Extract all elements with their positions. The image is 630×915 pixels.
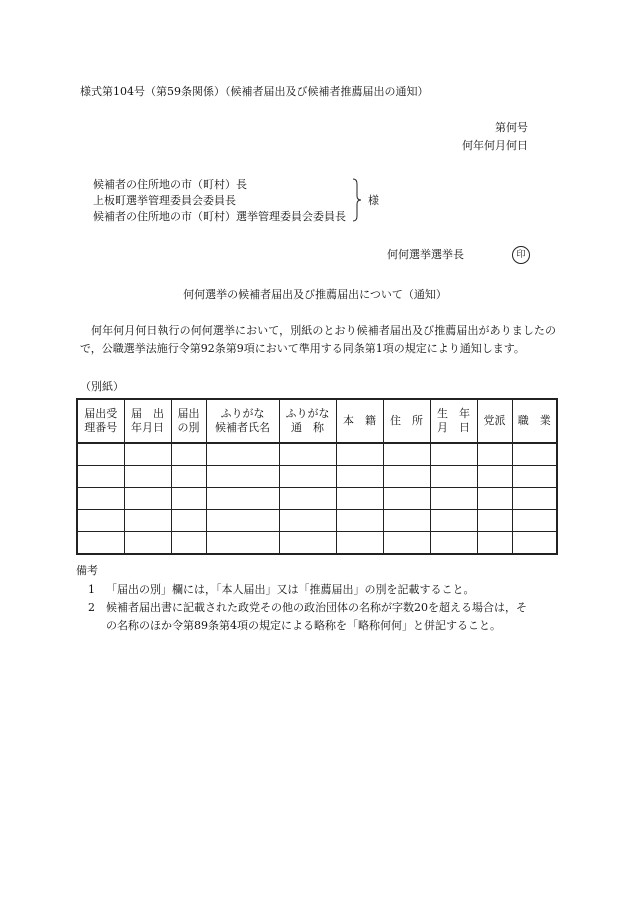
note-text: 候補者届出書に記載された政党その他の政治団体の名称が字数20を超える場合は，そ xyxy=(106,601,527,614)
note-number: 2 xyxy=(88,601,95,614)
note-text-continued: の名称のほか令第89条第4項の規定による略称を「略称何何」と併記すること。 xyxy=(106,619,501,632)
table-row xyxy=(77,443,557,466)
header-filing-type: 届出 の別 xyxy=(171,399,206,443)
body-text: 何年何月何日執行の何何選挙において，別紙のとおり候補者届出及び推薦届出がありましたので，公職選挙法施行令第92条第9項において準用する同条第1項の規定により通知します。 xyxy=(80,324,556,355)
form-header: 様式第104号（第59条関係）（候補者届出及び候補者推薦届出の通知） xyxy=(80,85,429,98)
table-row xyxy=(77,488,557,510)
header-receipt-number: 届出受 理番号 xyxy=(77,399,124,443)
header-filing-date: 届 出 年月日 xyxy=(124,399,171,443)
brace-icon xyxy=(352,178,362,222)
notes-heading: 備考 xyxy=(76,564,98,577)
note-item xyxy=(88,599,558,617)
addressee-3: 候補者の住所地の市（町村）選挙管理委員会委員長 xyxy=(93,210,346,223)
honorific: 様 xyxy=(368,194,379,207)
note-item xyxy=(88,581,475,599)
document-number: 第何号 xyxy=(495,121,528,134)
addressee-2: 上板町選挙管理委員会委員長 xyxy=(93,194,236,207)
sender: 何何選挙選挙長 xyxy=(387,248,464,261)
header-address: 住 所 xyxy=(383,399,430,443)
note-number: 1 xyxy=(88,583,95,596)
table-row xyxy=(77,510,557,532)
header-party: 党派 xyxy=(477,399,512,443)
table-header-row xyxy=(77,399,557,443)
table-row xyxy=(77,532,557,555)
header-occupation: 職 業 xyxy=(512,399,557,443)
header-domicile: 本 籍 xyxy=(336,399,383,443)
note-text: 「届出の別」欄には，「本人届出」又は「推薦届出」の別を記載すること。 xyxy=(106,583,475,596)
document-title: 何何選挙の候補者届出及び推薦届出について（通知） xyxy=(183,288,447,301)
header-birthdate: 生 年 月 日 xyxy=(430,399,477,443)
header-common-name: ふりがな 通 称 xyxy=(279,399,336,443)
seal-icon: 印 xyxy=(512,246,530,264)
header-candidate-name: ふりがな 候補者氏名 xyxy=(206,399,279,443)
addressee-1: 候補者の住所地の市（町村）長 xyxy=(93,178,247,191)
document-date: 何年何月何日 xyxy=(462,139,528,152)
table-row xyxy=(77,466,557,488)
candidate-table xyxy=(76,398,558,555)
annex-label: （別紙） xyxy=(80,380,124,393)
